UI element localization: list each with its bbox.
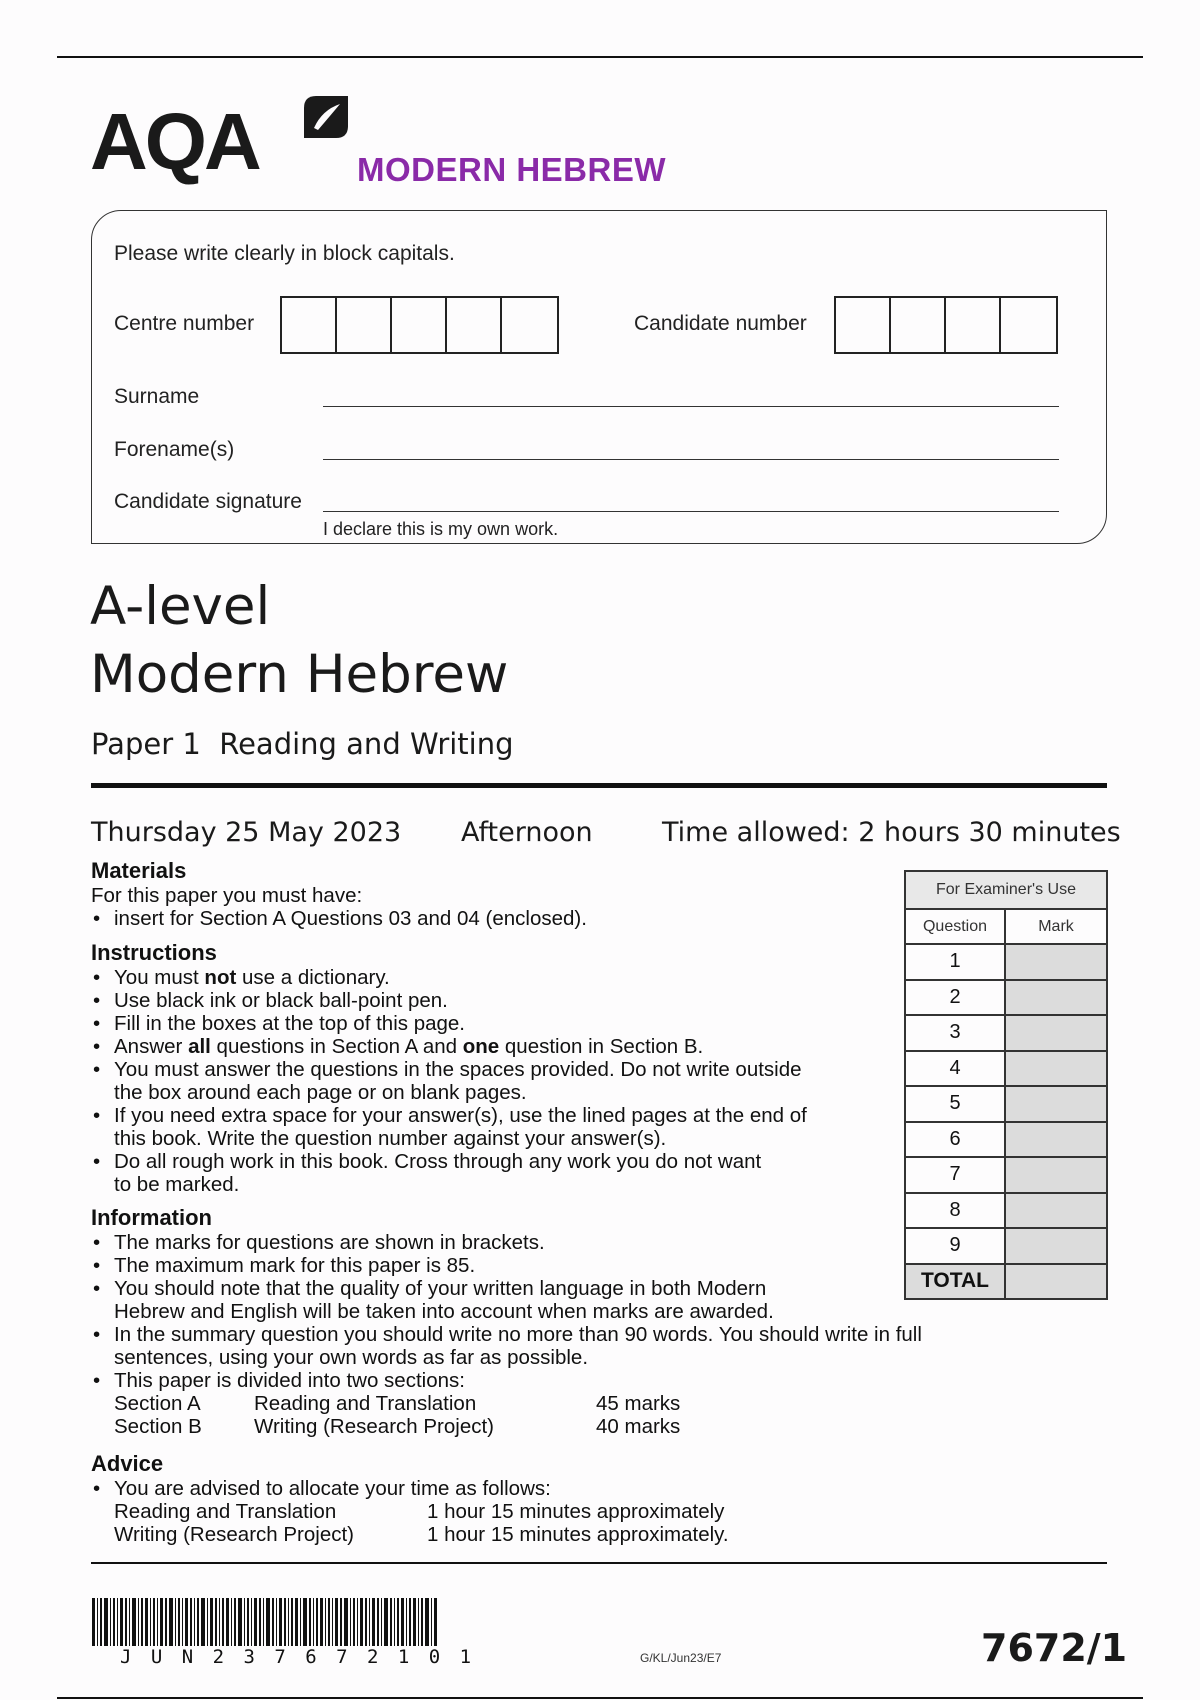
title-rule bbox=[91, 783, 1107, 788]
question-column-header: Question bbox=[905, 909, 1005, 944]
forenames-field[interactable] bbox=[323, 459, 1059, 460]
information-item: • This paper is divided into two sections: Section A Reading and Translation 45 marks Section B Writing (Research Project) 40 marks bbox=[91, 1369, 1051, 1438]
section-row: Section A Reading and Translation 45 marks bbox=[114, 1392, 681, 1415]
instructions-section bbox=[91, 940, 911, 1196]
advice-row: Writing (Research Project) 1 hour 15 minutes approximately. bbox=[114, 1523, 729, 1546]
mark-cell[interactable] bbox=[1005, 1157, 1107, 1193]
footer-rule bbox=[91, 1562, 1107, 1564]
mark-cell[interactable] bbox=[1005, 1228, 1107, 1264]
information-item: • In the summary question you should write no more than 90 words. You should write in full sentences, using your own words as far as possible. bbox=[91, 1323, 1051, 1369]
mark-cell[interactable] bbox=[1005, 1122, 1107, 1158]
advice-item: • You are advised to allocate your time as follows: Reading and Translation 1 hour 15 minutes approximately Writing (Research Project) 1 hour 15 minutes approximately. bbox=[91, 1477, 891, 1546]
paper-title: Paper 1 Reading and Writing bbox=[91, 727, 514, 761]
aqa-logo: AQA bbox=[90, 97, 259, 186]
total-mark-cell[interactable] bbox=[1005, 1264, 1107, 1300]
aqa-logo-mark-icon bbox=[300, 90, 352, 142]
instruction-item: • Fill in the boxes at the top of this page. bbox=[91, 1012, 911, 1035]
question-number: 5 bbox=[905, 1086, 1005, 1122]
mark-cell[interactable] bbox=[1005, 944, 1107, 980]
materials-heading: Materials bbox=[91, 858, 187, 883]
exam-session: Afternoon bbox=[461, 817, 593, 848]
subject-title: Modern Hebrew bbox=[90, 644, 509, 705]
instruction-item: • Answer all questions in Section A and one question in Section B. bbox=[91, 1035, 911, 1058]
instructions-heading: Instructions bbox=[91, 940, 217, 965]
top-rule bbox=[57, 56, 1143, 58]
materials-item: • insert for Section A Questions 03 and 04 (enclosed). bbox=[91, 907, 891, 930]
examiner-use-table bbox=[904, 870, 1108, 1300]
question-number: 4 bbox=[905, 1051, 1005, 1087]
mark-cell[interactable] bbox=[1005, 980, 1107, 1016]
question-number: 3 bbox=[905, 1015, 1005, 1051]
question-number: 9 bbox=[905, 1228, 1005, 1264]
instruction-item: • You must answer the questions in the spaces provided. Do not write outside the box around each page or on blank pages. bbox=[91, 1058, 911, 1104]
mark-column-header: Mark bbox=[1005, 909, 1107, 944]
mark-cell[interactable] bbox=[1005, 1193, 1107, 1229]
signature-label: Candidate signature bbox=[114, 490, 302, 513]
information-item: • You should note that the quality of your written language in both Modern Hebrew and English will be taken into account when marks are awarded. bbox=[91, 1277, 1051, 1323]
question-number: 6 bbox=[905, 1122, 1005, 1158]
surname-field[interactable] bbox=[323, 406, 1059, 407]
materials-section bbox=[91, 858, 891, 930]
materials-intro: For this paper you must have: bbox=[91, 884, 363, 907]
centre-number-input[interactable] bbox=[280, 296, 559, 354]
paper-code: 7672/1 bbox=[981, 1626, 1128, 1670]
question-number: 7 bbox=[905, 1157, 1005, 1193]
block-capitals-instruction: Please write clearly in block capitals. bbox=[114, 242, 455, 265]
advice-heading: Advice bbox=[91, 1451, 164, 1476]
forenames-label: Forename(s) bbox=[114, 438, 235, 461]
qualification-level: A-level bbox=[90, 576, 271, 637]
surname-label: Surname bbox=[114, 385, 200, 408]
barcode-digits: J U N 2 3 7 6 7 2 1 0 1 bbox=[120, 1646, 476, 1668]
total-label: TOTAL bbox=[905, 1264, 1005, 1300]
question-number: 8 bbox=[905, 1193, 1005, 1229]
advice-section bbox=[91, 1451, 891, 1546]
section-row: Section B Writing (Research Project) 40 marks bbox=[114, 1415, 681, 1438]
advice-row: Reading and Translation 1 hour 15 minutes approximately bbox=[114, 1500, 725, 1523]
instruction-item: • You must not use a dictionary. bbox=[91, 966, 911, 989]
instruction-item: • Do all rough work in this book. Cross through any work you do not want to be marked. bbox=[91, 1150, 911, 1196]
exam-date: Thursday 25 May 2023 bbox=[91, 817, 402, 848]
mark-cell[interactable] bbox=[1005, 1015, 1107, 1051]
information-item: • The marks for questions are shown in brackets. bbox=[91, 1231, 1051, 1254]
instruction-item: • Use black ink or black ball-point pen. bbox=[91, 989, 911, 1012]
candidate-number-input[interactable] bbox=[834, 296, 1058, 354]
barcode bbox=[92, 1598, 474, 1646]
information-heading: Information bbox=[91, 1205, 212, 1230]
centre-number-label: Centre number bbox=[114, 312, 255, 335]
examiner-table-title: For Examiner's Use bbox=[905, 871, 1107, 909]
instruction-item: • If you need extra space for your answer(s), use the lined pages at the end of this book. Write the question number against your answer(s). bbox=[91, 1104, 911, 1150]
time-allowed: Time allowed: 2 hours 30 minutes bbox=[662, 817, 1121, 848]
subject-banner: MODERN HEBREW bbox=[357, 151, 666, 188]
mark-cell[interactable] bbox=[1005, 1051, 1107, 1087]
information-item: • The maximum mark for this paper is 85. bbox=[91, 1254, 1051, 1277]
declaration-text: I declare this is my own work. bbox=[323, 519, 559, 539]
bottom-rule bbox=[57, 1697, 1143, 1699]
question-number: 2 bbox=[905, 980, 1005, 1016]
question-number: 1 bbox=[905, 944, 1005, 980]
signature-field[interactable] bbox=[323, 511, 1059, 512]
paper-reference: G/KL/Jun23/E7 bbox=[640, 1651, 722, 1665]
mark-cell[interactable] bbox=[1005, 1086, 1107, 1122]
candidate-number-label: Candidate number bbox=[634, 312, 807, 335]
